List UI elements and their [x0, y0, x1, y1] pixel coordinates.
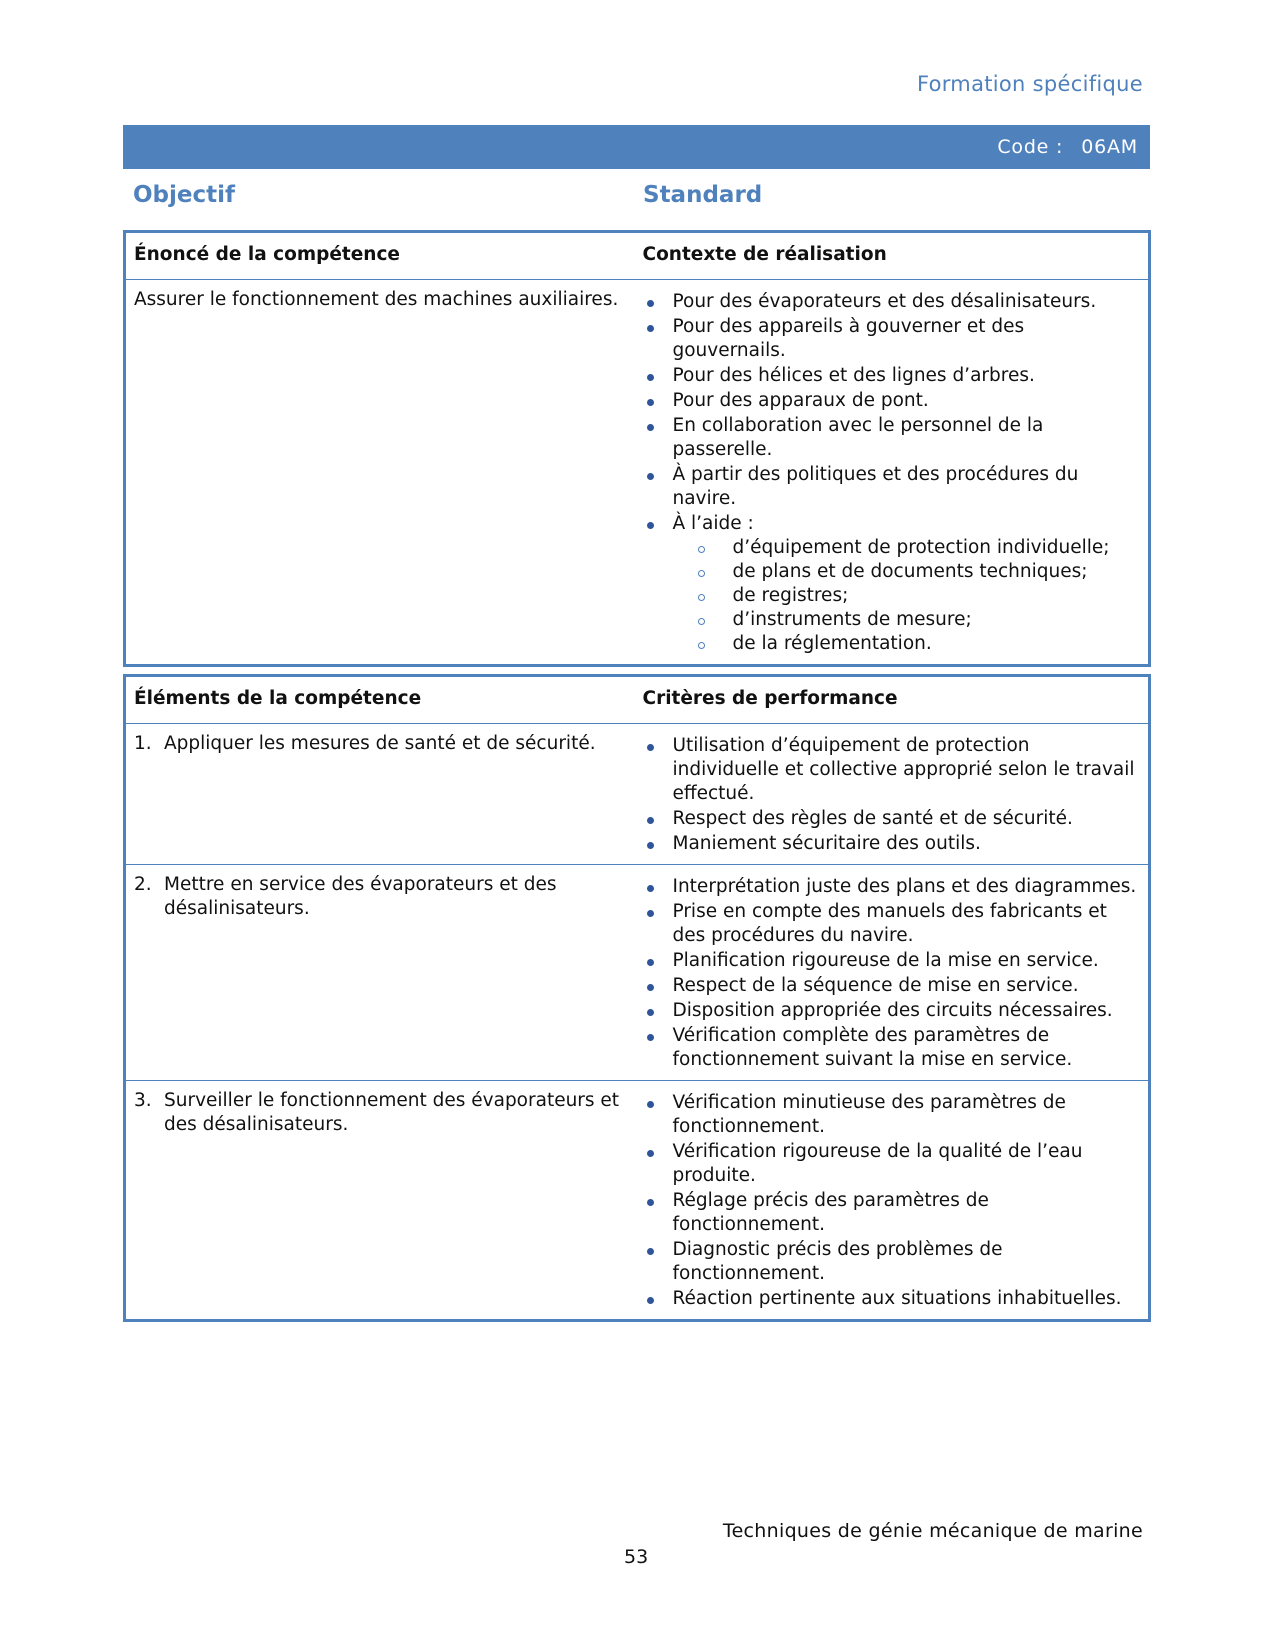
element-cell: [125, 865, 635, 1081]
competency-elements-table: [123, 674, 1151, 1322]
table-row: [125, 724, 1150, 865]
criteria-cell: [635, 1081, 1150, 1321]
list-item: Pour des évaporateurs et des désalinisateurs.: [643, 290, 1141, 314]
element-text: Appliquer les mesures de santé et de sécurité.: [164, 733, 596, 754]
page-number: 53: [624, 1546, 649, 1568]
element-cell: [125, 724, 635, 865]
list-item: Respect de la séquence de mise en service.: [643, 974, 1141, 998]
context-header: Contexte de réalisation: [635, 232, 1150, 280]
list-item: Respect des règles de santé et de sécurité.: [643, 807, 1141, 831]
code-bar: [123, 125, 1150, 169]
element-item: [134, 732, 627, 756]
list-item: Interprétation juste des plans et des diagrammes.: [643, 875, 1141, 899]
context-sublist: [673, 536, 1141, 656]
code-label: Code :: [997, 136, 1064, 158]
code-value: 06AM: [1081, 136, 1138, 158]
standard-heading: Standard: [643, 182, 763, 208]
criteria-cell: [635, 724, 1150, 865]
context-list: [643, 290, 1141, 656]
list-item: En collaboration avec le personnel de la passerelle.: [643, 414, 1141, 462]
list-item: Vérification minutieuse des paramètres de fonctionnement.: [643, 1091, 1141, 1139]
table-row: [125, 1081, 1150, 1321]
element-text: Surveiller le fonctionnement des évaporateurs et des désalinisateurs.: [164, 1090, 620, 1135]
element-item: [134, 1089, 627, 1137]
list-item: [643, 512, 1141, 656]
footer-program-title: Techniques de génie mécanique de marine: [722, 1520, 1143, 1542]
elements-header: Éléments de la compétence: [125, 676, 635, 724]
sub-list-item: d’instruments de mesure;: [673, 608, 1141, 632]
list-item: Vérification complète des paramètres de fonctionnement suivant la mise en service.: [643, 1024, 1141, 1072]
element-text: Mettre en service des évaporateurs et des désalinisateurs.: [164, 874, 557, 919]
element-number: 2.: [134, 874, 152, 895]
section-headings: [123, 182, 1150, 218]
list-item: Utilisation d’équipement de protection individuelle et collective approprié selon le travail effectué.: [643, 734, 1141, 806]
table-row: [125, 865, 1150, 1081]
list-item: Pour des hélices et des lignes d’arbres.: [643, 364, 1141, 388]
competency-statement: Assurer le fonctionnement des machines auxiliaires.: [134, 289, 619, 310]
element-cell: [125, 1081, 635, 1321]
criteria-list: [643, 1091, 1141, 1311]
list-item: Vérification rigoureuse de la qualité de l’eau produite.: [643, 1140, 1141, 1188]
document-section-title: Formation spécifique: [916, 72, 1143, 96]
list-item: Planification rigoureuse de la mise en service.: [643, 949, 1141, 973]
criteria-header: Critères de performance: [635, 676, 1150, 724]
list-item: Pour des appareils à gouverner et des gouvernails.: [643, 315, 1141, 363]
list-item: Réglage précis des paramètres de fonctionnement.: [643, 1189, 1141, 1237]
list-item: Pour des apparaux de pont.: [643, 389, 1141, 413]
competency-statement-table: [123, 230, 1151, 667]
criteria-list: [643, 734, 1141, 856]
table-row: [125, 280, 1150, 666]
statement-header: Énoncé de la compétence: [125, 232, 635, 280]
list-item: Maniement sécuritaire des outils.: [643, 832, 1141, 856]
sub-list-item: d’équipement de protection individuelle;: [673, 536, 1141, 560]
element-item: [134, 873, 627, 921]
sub-list-item: de registres;: [673, 584, 1141, 608]
criteria-cell: [635, 865, 1150, 1081]
sub-list-item: de la réglementation.: [673, 632, 1141, 656]
element-number: 1.: [134, 733, 152, 754]
objective-heading: Objectif: [133, 182, 236, 208]
list-item: À partir des politiques et des procédures du navire.: [643, 463, 1141, 511]
list-item-label: À l’aide :: [672, 513, 754, 534]
list-item: Diagnostic précis des problèmes de fonctionnement.: [643, 1238, 1141, 1286]
list-item: Prise en compte des manuels des fabricants et des procédures du navire.: [643, 900, 1141, 948]
element-number: 3.: [134, 1090, 152, 1111]
criteria-list: [643, 875, 1141, 1072]
list-item: Réaction pertinente aux situations inhabituelles.: [643, 1287, 1141, 1311]
sub-list-item: de plans et de documents techniques;: [673, 560, 1141, 584]
list-item: Disposition appropriée des circuits nécessaires.: [643, 999, 1141, 1023]
context-cell: [635, 280, 1150, 666]
